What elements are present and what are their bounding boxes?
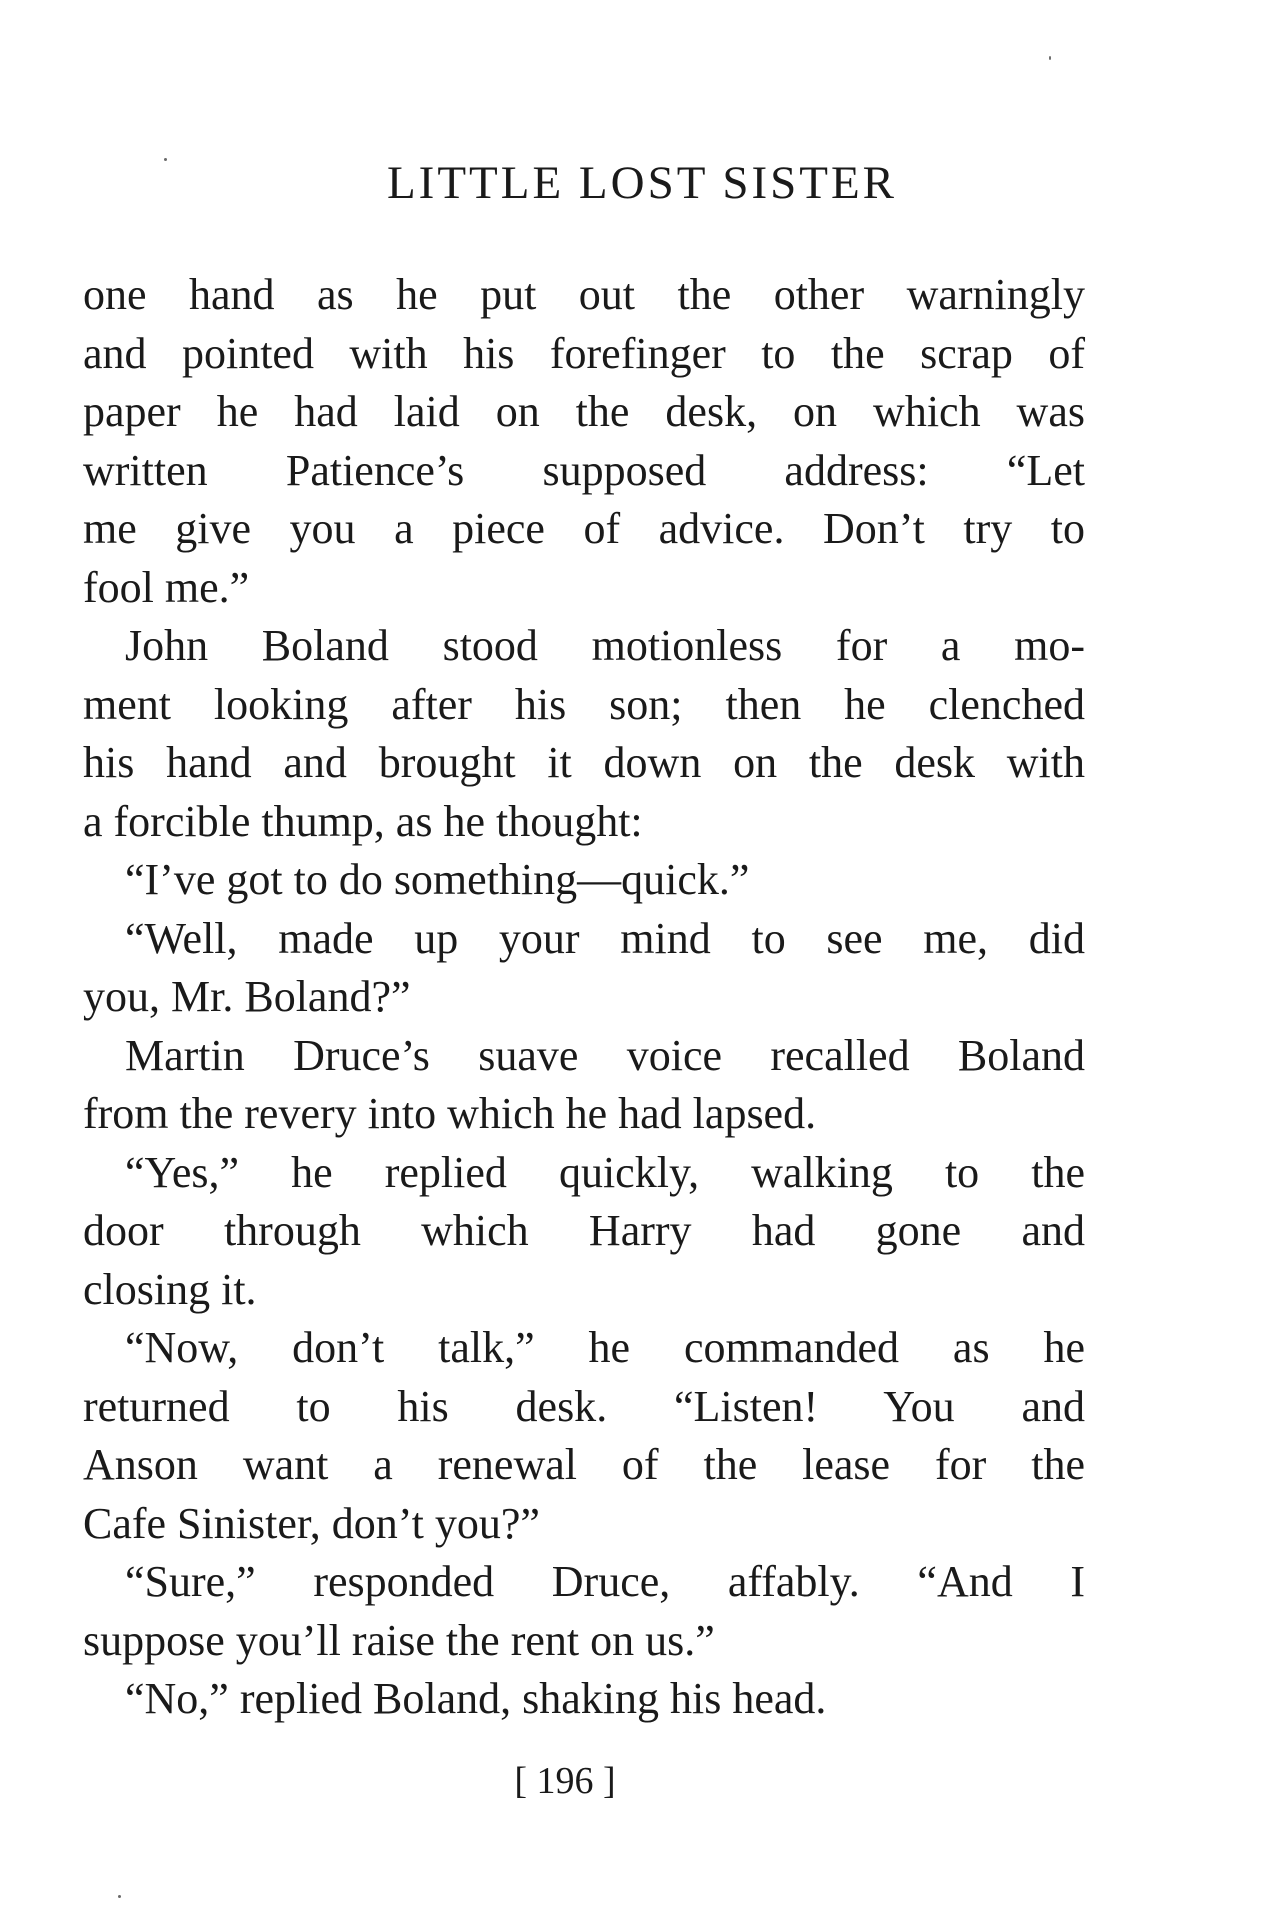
text-line: suppose you’ll raise the rent on us.” (83, 1615, 715, 1665)
text-line: fool me.” (83, 562, 250, 612)
text-line: “Sure,” responded Druce, affably. “And I (125, 1557, 1085, 1606)
text-line: “Now, don’t talk,” he commanded as he (125, 1323, 1085, 1372)
scan-speck (1049, 56, 1051, 60)
text-line: Cafe Sinister, don’t you?” (83, 1498, 540, 1548)
scan-speck (118, 1895, 121, 1898)
page-number: [ 196 ] (514, 1760, 616, 1802)
text-line: John Boland stood motionless for a mo- (125, 621, 1085, 670)
text-line: his hand and brought it down on the desk with (83, 738, 1085, 787)
text-line: you, Mr. Boland?” (83, 972, 411, 1021)
text-line: door through which Harry had gone and (83, 1206, 1085, 1255)
text-line: Martin Druce’s suave voice recalled Boland (125, 1030, 1085, 1080)
text-line: returned to his desk. “Listen! You and (83, 1381, 1085, 1431)
body-text (83, 266, 1085, 1729)
text-line: a forcible thump, as he thought: (83, 796, 643, 846)
text-line: “Yes,” he replied quickly, walking to the (125, 1147, 1085, 1197)
text-line: closing it. (83, 1264, 257, 1314)
text-line: ment looking after his son; then he clenched (83, 679, 1085, 729)
text-line: “Well, made up your mind to see me, did (125, 913, 1085, 963)
text-line: me give you a piece of advice. Don’t try to (83, 504, 1085, 553)
text-line: paper he had laid on the desk, on which was (83, 387, 1085, 436)
text-line: “I’ve got to do something—quick.” (125, 855, 750, 904)
running-head: LITTLE LOST SISTER (386, 157, 898, 209)
text-line: Anson want a renewal of the lease for the (83, 1440, 1085, 1489)
text-line: written Patience’s supposed address: “Let (83, 445, 1085, 495)
text-line: “No,” replied Boland, shaking his head. (125, 1674, 827, 1723)
text-line: one hand as he put out the other warningly (83, 270, 1085, 319)
scan-speck (164, 158, 167, 161)
text-line: and pointed with his forefinger to the scrap of (83, 328, 1085, 378)
text-line: from the revery into which he had lapsed. (83, 1089, 817, 1138)
